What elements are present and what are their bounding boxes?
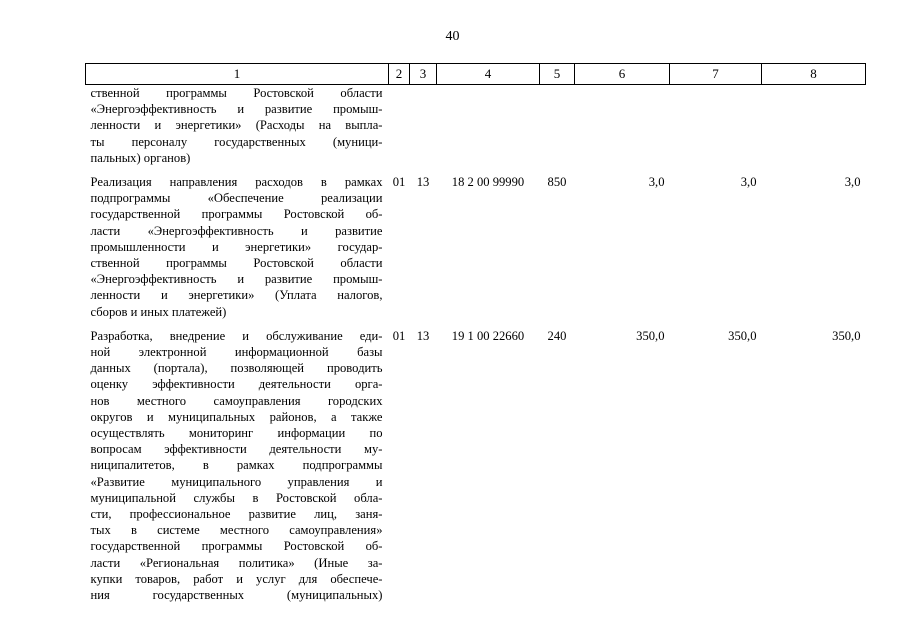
subsection-code: [410, 85, 437, 167]
description-line: государственной программы Ростовской об-: [90, 539, 383, 554]
description-line: вопросам эффективности деятельности му-: [90, 442, 383, 457]
amount-col-7: 3,0: [740, 175, 757, 190]
section-code: [389, 85, 410, 167]
description-line: ниципалитетов, в рамках подпрограммы: [90, 458, 383, 473]
description-line: муниципальной службы в Ростовской обла-: [90, 490, 383, 505]
subsection-code: 13: [416, 328, 430, 343]
section-code: 01: [392, 175, 406, 190]
description-line: осуществлять мониторинг информации по: [90, 426, 383, 441]
description-line: ласти «Энергоэффективность и развитие: [90, 223, 383, 238]
row-description: [86, 320, 389, 603]
header-col-1: 1: [86, 64, 389, 85]
header-col-8: 8: [762, 64, 866, 85]
description-line: ты персоналу государственных (муници-: [90, 134, 383, 149]
expense-type-code: 240: [547, 328, 567, 343]
description-line: «Развитие муниципального управления и: [90, 474, 383, 489]
amount-col-6: 350,0: [636, 328, 665, 343]
description-line: ственной программы Ростовской области: [90, 256, 383, 271]
header-col-2: 2: [389, 64, 410, 85]
row-description: [86, 166, 389, 320]
table-header: [86, 64, 866, 85]
description-line: округов и муниципальных районов, а также: [90, 409, 383, 424]
page-number: 40: [445, 29, 460, 44]
description-line: ной электронной информационной базы: [90, 345, 383, 360]
target-article-code: 19 1 00 22660: [451, 328, 525, 343]
header-col-5: 5: [540, 64, 575, 85]
amount-col-6: 3,0: [648, 175, 665, 190]
description-line: сборов и иных платежей): [90, 304, 227, 319]
description-line: Реализация направления расходов в рамках: [90, 175, 383, 190]
header-col-3: 3: [410, 64, 437, 85]
description-line: сти, профессиональное развитие лиц, заня-: [90, 507, 383, 522]
amount-col-7: [670, 85, 762, 167]
target-article-code: [437, 85, 540, 167]
budget-table: [85, 63, 866, 603]
amount-col-8: 350,0: [832, 328, 861, 343]
description-line: оценку эффективности деятельности орга-: [90, 377, 383, 392]
description-line: тых в системе местного самоуправления»: [90, 523, 383, 538]
amount-col-8: 3,0: [844, 175, 861, 190]
header-col-6: 6: [575, 64, 670, 85]
subsection-code: 13: [416, 175, 430, 190]
description-line: ния государственных (муниципальных): [90, 588, 383, 603]
header-row: [86, 64, 866, 85]
header-col-7: 7: [670, 64, 762, 85]
header-col-4: 4: [437, 64, 540, 85]
amount-col-7: 350,0: [728, 328, 757, 343]
description-line: купки товаров, работ и услуг для обеспече-: [90, 571, 383, 586]
amount-col-8: [762, 85, 866, 167]
description-line: Разработка, внедрение и обслуживание еди-: [90, 328, 383, 343]
description-line: промышленности и энергетики» государ-: [90, 239, 383, 254]
row-description: [86, 85, 389, 167]
description-line: данных (портала), позволяющей проводить: [90, 361, 383, 376]
description-line: «Энергоэффективность и развитие промыш-: [90, 102, 383, 117]
description-line: государственной программы Ростовской об-: [90, 207, 383, 222]
amount-col-6: [575, 85, 670, 167]
table-row: [86, 166, 866, 320]
expense-type-code: [540, 85, 575, 167]
table-body: [86, 85, 866, 604]
expense-type-code: 850: [547, 175, 567, 190]
table-row: [86, 85, 866, 167]
target-article-code: 18 2 00 99990: [451, 175, 525, 190]
description-line: ленности и энергетики» (Расходы на выпла-: [90, 118, 383, 133]
description-line: нов местного самоуправления городских: [90, 393, 383, 408]
section-code: 01: [392, 328, 406, 343]
description-line: ласти «Региональная политика» (Иные за-: [90, 555, 383, 570]
description-line: ленности и энергетики» (Уплата налогов,: [90, 288, 383, 303]
table-row: [86, 320, 866, 603]
description-line: пальных) органов): [90, 150, 191, 165]
description-line: «Энергоэффективность и развитие промыш-: [90, 272, 383, 287]
description-line: подпрограммы «Обеспечение реализации: [90, 191, 383, 206]
description-line: ственной программы Ростовской области: [90, 86, 383, 100]
